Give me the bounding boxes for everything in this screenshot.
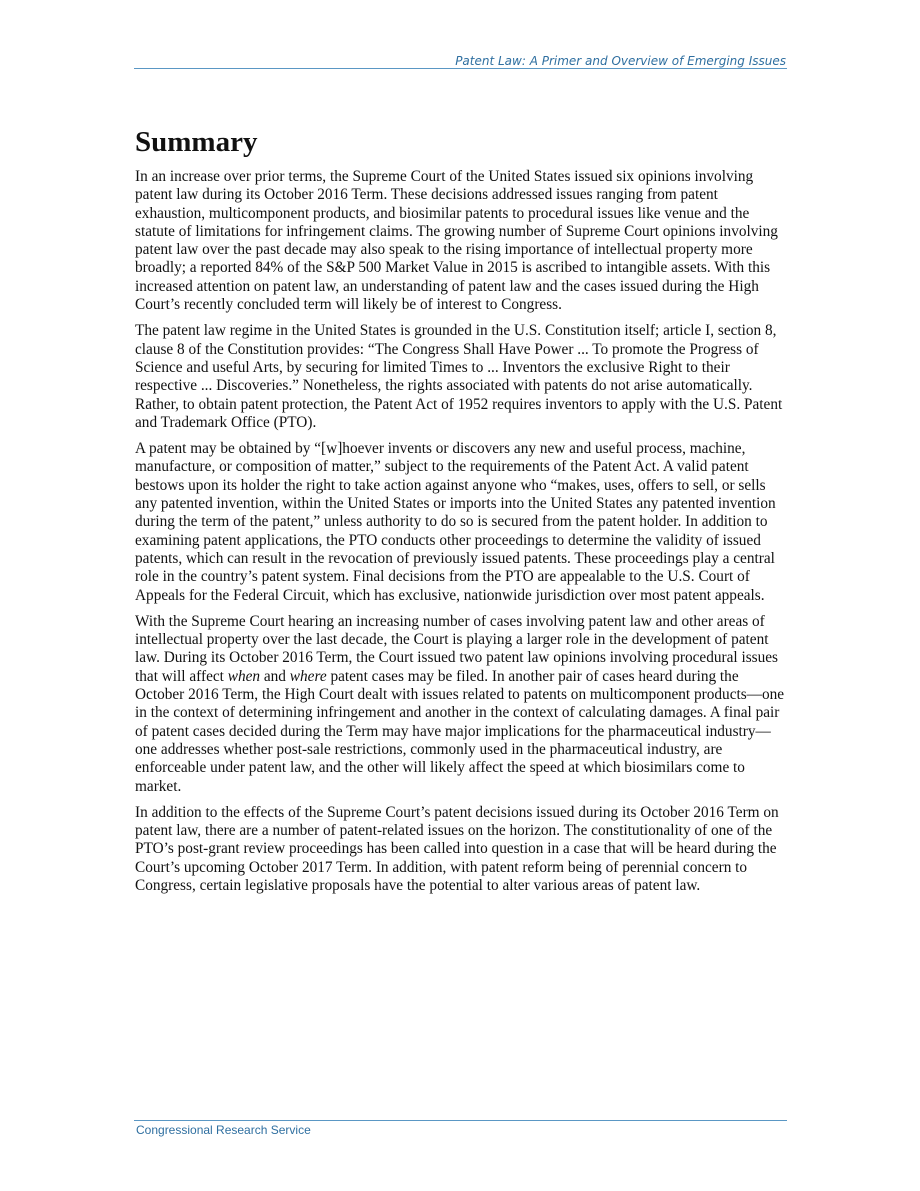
running-header-title: Patent Law: A Primer and Overview of Emerging Issues [455, 54, 786, 68]
page-title: Summary [135, 126, 258, 158]
paragraph-5: In addition to the effects of the Supreme Court’s patent decisions issued during its October 2016 Term on patent law, there are a number of patent-related issues on the horizon. The constitutionality of one of the PTO’s post-grant review proceedings has been called into question in a case that will be heard during the Court’s upcoming October 2017 Term. In addition, with patent reform being of perennial concern to Congress, certain legislative proposals have the potential to alter various areas of patent law. [135, 803, 779, 894]
summary-section [135, 124, 787, 903]
emphasis-when: when [227, 667, 261, 685]
header-divider [134, 68, 787, 69]
paragraph-4-text-a: With the Supreme Court hearing an increasing number of cases involving patent law and other areas of intellectual property over the last decade, the Court is playing a larger role in the development of patent law. During its October 2016 Term, the Court issued two patent law opinions involving procedural issues that will affect [135, 612, 778, 685]
paragraph-1: In an increase over prior terms, the Supreme Court of the United States issued six opinions involving patent law during its October 2016 Term. These decisions addressed issues ranging from patent exhaustion, multicomponent products, and biosimilar patents to procedural issues like venue and the statute of limitations for infringement claims. The growing number of Supreme Court opinions involving patent law over the past decade may also speak to the rising importance of intellectual property more broadly; a reported 84% of the S&P 500 Market Value in 2015 is ascribed to intangible assets. With this increased attention on patent law, an understanding of patent law and the cases issued during the High Court’s recently concluded term will likely be of interest to Congress. [135, 168, 778, 314]
footer-divider [134, 1120, 787, 1121]
paragraph-3: A patent may be obtained by “[w]hoever invents or discovers any new and useful process, machine, manufacture, or composition of matter,” subject to the requirements of the Patent Act. A valid patent bestows upon its holder the right to take action against anyone who “makes, uses, offers to sell, or sells any patented invention, within the United States or imports into the United States any patented invention during the term of the patent,” unless authority to do so is secured from the patent holder. In addition to examining patent applications, the PTO conducts other proceedings to determine the validity of issued patents, which can result in the revocation of previously issued patents. These proceedings play a central role in the country’s patent system. Final decisions from the PTO are appealable to the U.S. Court of Appeals for the Federal Circuit, which has exclusive, nationwide jurisdiction over most patent appeals. [135, 440, 776, 604]
paragraph-4 [135, 613, 787, 796]
paragraph-2: The patent law regime in the United States is grounded in the U.S. Constitution itself; article I, section 8, clause 8 of the Constitution provides: “The Congress Shall Have Power ... To promote the Progress of Science and useful Arts, by securing for limited Times to ... Inventors the exclusive Right to their respective ... Discoveries.” Nonetheless, the rights associated with patents do not arise automatically. Rather, to obtain patent protection, the Patent Act of 1952 requires inventors to apply with the U.S. Patent and Trademark Office (PTO). [135, 322, 783, 431]
paragraph-4-text-b: patent cases may be filed. In another pair of cases heard during the October 2016 Term, the High Court dealt with issues related to patents on multicomponent products—one in the context of determining infringement and another in the context of calculating damages. A final pair of patent cases decided during the Term may have major implications for the pharmaceutical industry—one addresses whether post-sale restrictions, commonly used in the pharmaceutical industry, are enforceable under patent law, and the other will likely affect the speed at which biosimilars come to market. [135, 667, 785, 795]
emphasis-where: where [289, 667, 327, 685]
paragraph-4-text-and: and [260, 667, 290, 685]
footer-organization: Congressional Research Service [136, 1123, 311, 1137]
